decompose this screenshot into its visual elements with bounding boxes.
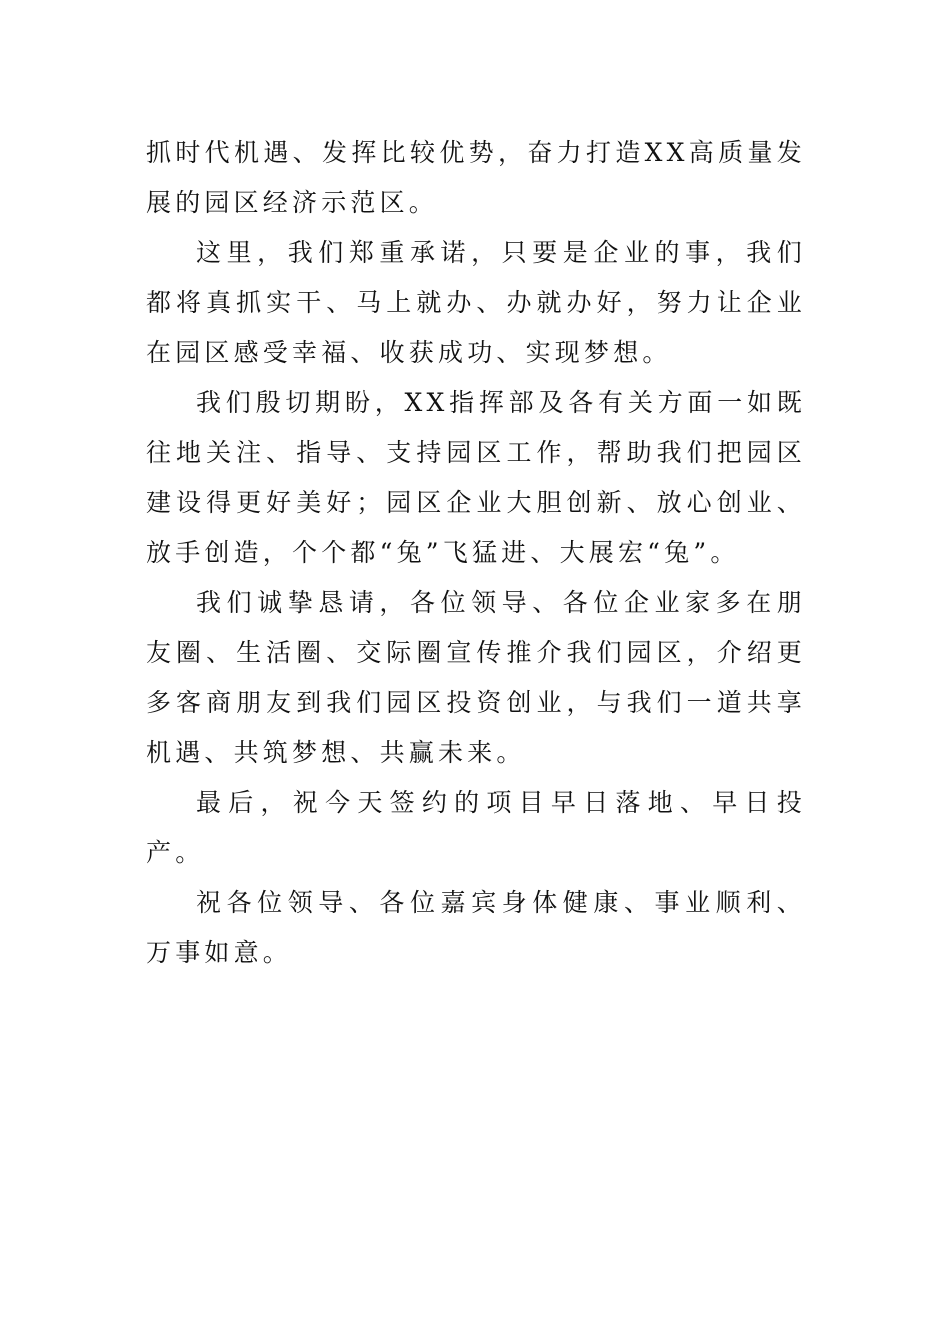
paragraph-6: 祝各位领导、各位嘉宾身体健康、事业顺利、万事如意。 — [146, 888, 806, 967]
paragraph-2: 这里，我们郑重承诺，只要是企业的事，我们都将真抓实干、马上就办、办就办好，努力让企业在园区感受幸福、收获成功、实现梦想。 — [146, 238, 806, 367]
paragraph-5: 最后，祝今天签约的项目早日落地、早日投产。 — [146, 788, 806, 867]
document-body — [146, 128, 806, 978]
paragraph-1: 抓时代机遇、发挥比较优势，奋力打造XX高质量发展的园区经济示范区。 — [146, 138, 806, 217]
paragraph-4: 我们诚挚恳请，各位领导、各位企业家多在朋友圈、生活圈、交际圈宣传推介我们园区，介绍更多客商朋友到我们园区投资创业，与我们一道共享机遇、共筑梦想、共赢未来。 — [146, 588, 806, 767]
paragraph-3: 我们殷切期盼，XX指挥部及各有关方面一如既往地关注、指导、支持园区工作，帮助我们把园区建设得更好美好；园区企业大胆创新、放心创业、放手创造，个个都“兔”飞猛进、大展宏“兔”。 — [146, 388, 806, 567]
